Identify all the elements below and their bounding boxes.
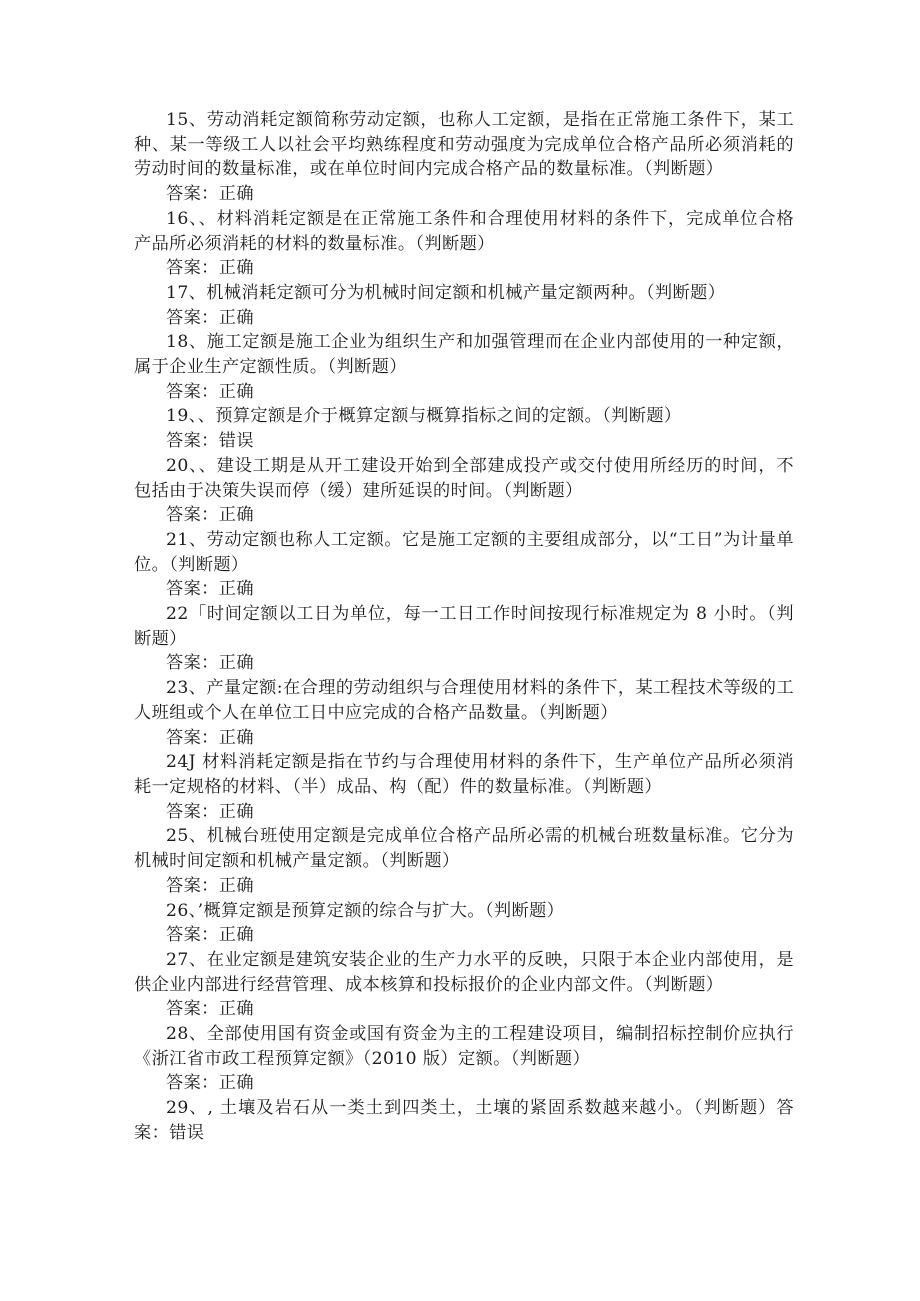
answer-26: 答案：正确 — [166, 925, 254, 946]
answer-28: 答案：正确 — [166, 1073, 254, 1094]
answer-25: 答案：正确 — [166, 875, 254, 896]
answer-18: 答案：正确 — [166, 381, 254, 402]
answer-19: 答案：错误 — [166, 431, 254, 452]
question-18: 18、施工定额是施工企业为组织生产和加强管理而在企业内部使用的一种定额，属于企业生产定额性质。（判断题） — [134, 332, 794, 378]
document-body — [134, 108, 794, 1146]
question-20: 20、、建设工期是从开工建设开始到全部建成投产或交付使用所经历的时间，不包括由于决策失误而停（缓）建所延误的时间。（判断题） — [134, 455, 794, 501]
question-22: 22「时间定额以工日为单位，每一工日工作时间按现行标准规定为 8 小时。（判断题） — [134, 604, 794, 649]
answer-23: 答案：正确 — [166, 727, 254, 748]
question-16: 16、、材料消耗定额是在正常施工条件和合理使用材料的条件下，完成单位合格产品所必须消耗的材料的数量标准。（判断题） — [134, 208, 794, 254]
question-17: 17、机械消耗定额可分为机械时间定额和机械产量定额两种。（判断题） — [166, 282, 726, 303]
question-28: 28、全部使用国有资金或国有资金为主的工程建设项目，编制招标控制价应执行《浙江省市政工程预算定额》（2010 版）定额。（判断题） — [134, 1024, 794, 1069]
answer-15: 答案：正确 — [166, 184, 254, 205]
question-21: 21、劳动定额也称人工定额。它是施工定额的主要组成部分，以“工日”为计量单位。（判断题） — [134, 529, 794, 575]
answer-20: 答案：正确 — [166, 505, 254, 526]
answer-24: 答案：正确 — [166, 801, 254, 822]
question-15: 15、劳动消耗定额简称劳动定额，也称人工定额，是指在正常施工条件下，某工种、某一等级工人以社会平均熟练程度和劳动强度为完成单位合格产品所必须消耗的劳动时间的数量标准，或在单位时间内完成合格产品的数量标准。（判断题） — [134, 110, 794, 180]
answer-21: 答案：正确 — [166, 579, 254, 600]
answer-27: 答案：正确 — [166, 999, 254, 1020]
question-29: 29、, 土壤及岩石从一类土到四类土，土壤的紧固系数越来越小。（判断题）答案：错误 — [134, 1098, 794, 1143]
question-25: 25、机械台班使用定额是完成单位合格产品所必需的机械台班数量标准。它分为机械时间定额和机械产量定额。（判断题） — [134, 826, 794, 872]
question-27: 27、在业定额是建筑安装企业的生产力水平的反映，只限于本企业内部使用，是供企业内部进行经营管理、成本核算和投标报价的企业内部文件。（判断题） — [134, 949, 794, 995]
answer-17: 答案：正确 — [166, 307, 254, 328]
answer-22: 答案：正确 — [166, 653, 254, 674]
question-19: 19、、预算定额是介于概算定额与概算指标之间的定额。（判断题） — [166, 406, 682, 427]
question-23: 23、产量定额:在合理的劳动组织与合理使用材料的条件下，某工程技术等级的工人班组或个人在单位工日中应完成的合格产品数量。（判断题） — [134, 678, 794, 723]
question-24: 24J 材料消耗定额是指在节约与合理使用材料的条件下，生产单位产品所必须消耗一定规格的材料、（半）成品、构（配）件的数量标准。（判断题） — [134, 752, 794, 797]
question-26: 26、’概算定额是预算定额的综合与扩大。（判断题） — [166, 900, 565, 921]
answer-16: 答案：正确 — [166, 258, 254, 279]
